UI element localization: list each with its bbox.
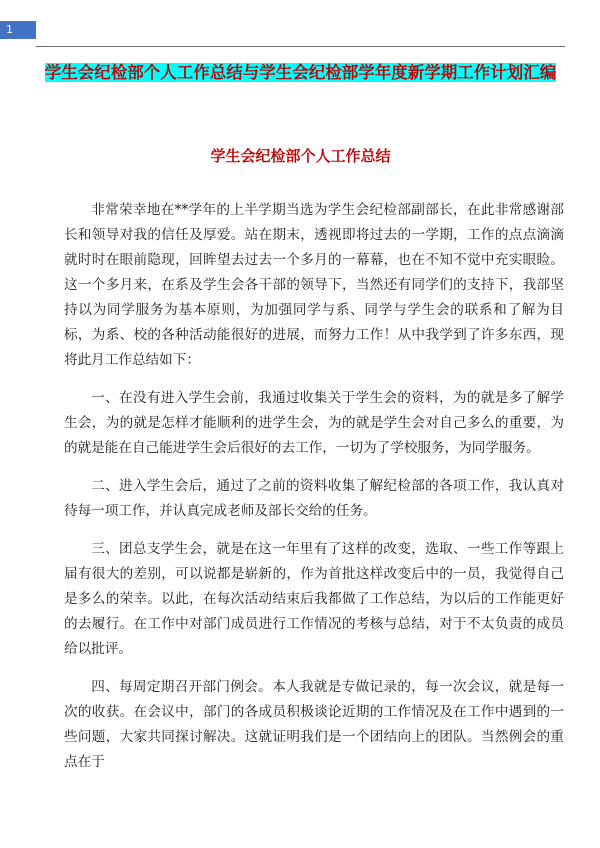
body-text: [64, 198, 564, 788]
paragraph: 三、团总支学生会，就是在这一年里有了这样的改变，选取、一些工作等跟上届有很大的差别，可以说都是崭新的，作为首批这样改变后中的一员，我觉得自己是多么的荣幸。以此，在每次活动结束后我都做了工作总结，为以后的工作能更好的去履行。在工作中对部门成员进行工作情况的考核与总结，对于不太负责的成员给以批评。: [64, 541, 564, 657]
paragraph: 非常荣幸地在**学年的上半学期当选为学生会纪检部副部长，在此非常感谢部长和领导对我的信任及厚爱。站在期末，透视即将过去的一学期，工作的点点滴滴就时时在眼前隐现，回眸望去过去一个多月的一幕幕，也在不知不觉中充实眼睑。这一个多月来，在系及学生会各干部的领导下，当然还有同学们的支持下，我部坚持以为同学服务为基本原则，为加强同学与系、同学与学生会的联系和了解为目标，为系、校的各种活动能很好的进展，而努力工作！从中我学到了许多东西，现将此月工作总结如下：: [64, 202, 564, 368]
page-number-badge: 1: [0, 21, 36, 39]
paragraph: 四、每周定期召开部门例会。本人我就是专做记录的，每一次会议，就是每一次的收获。在会议中，部门的各成员积极谈论近期的工作情况及在工作中遇到的一些问题，大家共同探讨解决。这就证明我们是一个团结向上的团队。当然例会的重点在于: [64, 679, 564, 770]
document-title: [36, 62, 565, 84]
paragraph: 一、在没有进入学生会前，我通过收集关于学生会的资料，为的就是多了解学生会，为的就是怎样才能顺利的进学生会，为的就是学生会对自己多么的重要，为的就是能在自己能进学生会后很好的去工作，一切为了学校服务，为同学服务。: [64, 390, 564, 456]
document-title-text: 学生会纪检部个人工作总结与学生会纪检部学年度新学期工作计划汇编: [44, 63, 557, 82]
header-rule: [36, 46, 565, 47]
paragraph: 二、进入学生会后，通过了之前的资料收集了解纪检部的各项工作，我认真对待每一项工作，并认真完成老师及部长交给的任务。: [64, 478, 564, 519]
section-title: 学生会纪检部个人工作总结: [210, 147, 391, 165]
